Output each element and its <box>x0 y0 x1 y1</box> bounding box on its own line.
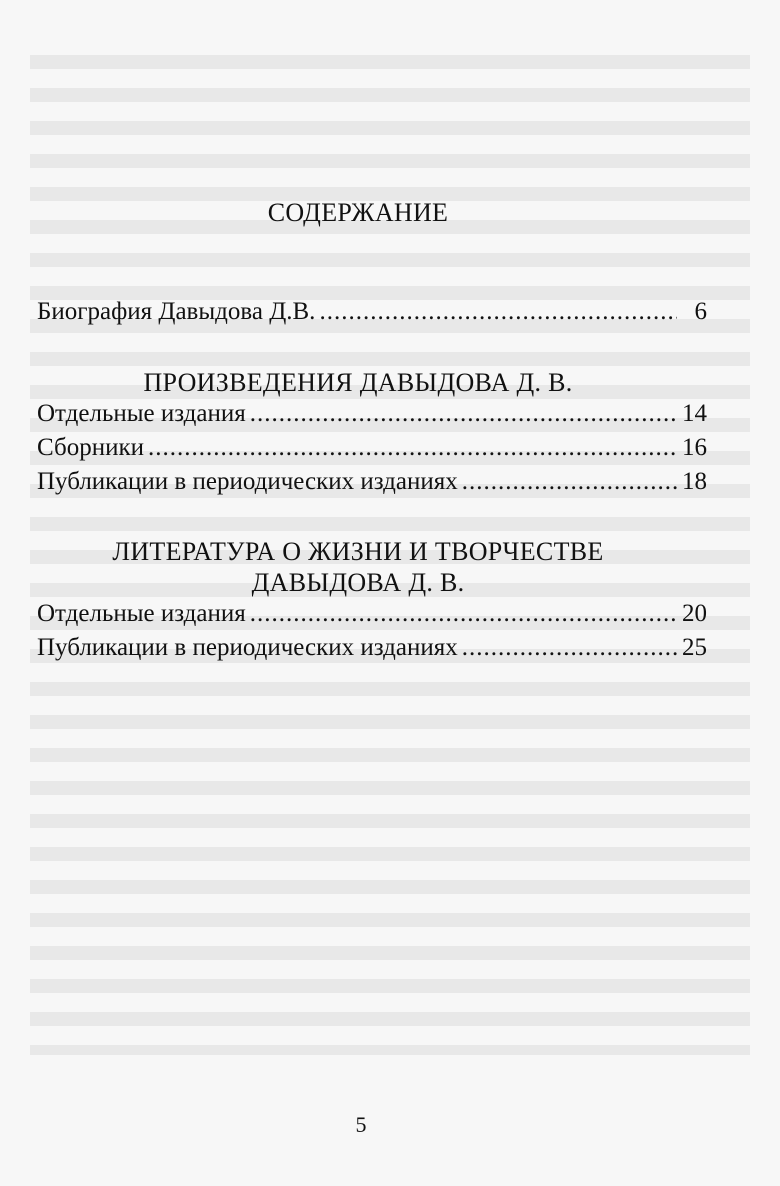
dot-leader <box>462 634 677 662</box>
toc-entry-label: Сборники <box>37 434 144 461</box>
toc-entry-literature-separate <box>37 600 707 628</box>
toc-entry-page: 25 <box>682 634 707 661</box>
toc-entry-label: Отдельные издания <box>37 600 246 627</box>
page-number: 5 <box>355 1112 367 1137</box>
toc-entry-works-separate <box>37 400 707 428</box>
toc-entry-label: Отдельные издания <box>37 400 246 427</box>
toc-entry-page: 16 <box>682 434 707 461</box>
toc-entry-label: Биография Давыдова Д.В. <box>37 298 316 325</box>
dot-leader <box>319 298 677 326</box>
toc-entry-page: 20 <box>682 600 707 627</box>
toc-entry-literature-periodicals <box>37 634 707 662</box>
works-heading: ПРОИЗВЕДЕНИЯ ДАВЫДОВА Д. В. <box>143 368 573 397</box>
toc-entry-label: Публикации в периодических изданиях <box>37 634 458 661</box>
toc-entry-page: 14 <box>682 400 707 427</box>
toc-entry-works-collections <box>37 434 707 462</box>
toc-entry-works-periodicals <box>37 468 707 496</box>
contents-heading: СОДЕРЖАНИЕ <box>267 198 449 227</box>
toc-entry-label: Публикации в периодических изданиях <box>37 468 458 495</box>
toc-entry-page: 18 <box>682 468 707 495</box>
dot-leader <box>148 434 677 462</box>
literature-heading-line1: ЛИТЕРАТУРА О ЖИЗНИ И ТВОРЧЕСТВЕ <box>112 537 604 566</box>
toc-entry-page: 6 <box>694 298 707 325</box>
dot-leader <box>462 468 677 496</box>
dot-leader <box>250 600 677 628</box>
dot-leader <box>250 400 677 428</box>
toc-entry-biography <box>37 298 707 326</box>
literature-heading-line2: ДАВЫДОВА Д. В. <box>251 568 465 597</box>
